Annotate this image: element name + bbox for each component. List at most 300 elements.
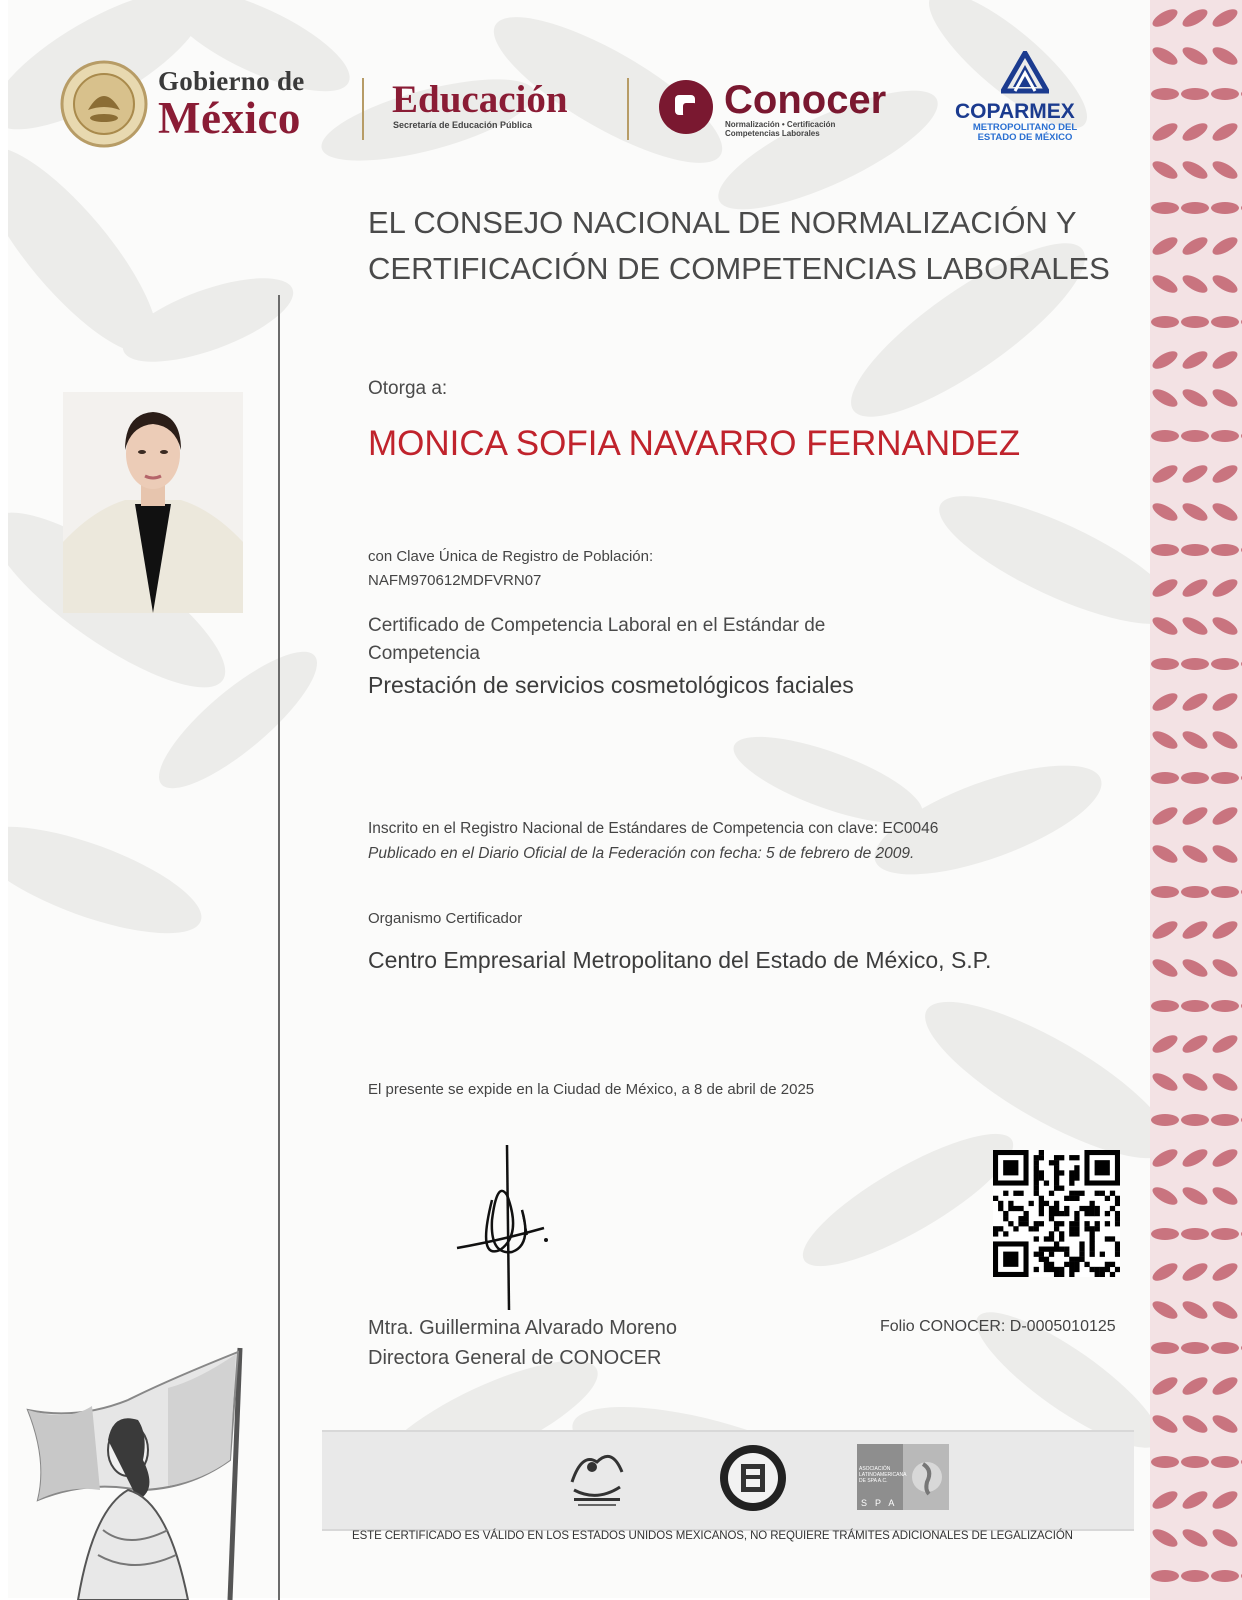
folio-number: Folio CONOCER: D-0005010125 <box>880 1318 1116 1335</box>
band-petal <box>1150 918 1180 942</box>
qr-module <box>1039 1201 1044 1206</box>
curp-value: NAFM970612MDFVRN07 <box>368 572 542 589</box>
qr-module <box>1105 1262 1110 1267</box>
qr-module <box>1049 1206 1054 1211</box>
conocer-title: Conocer <box>724 78 887 122</box>
qr-module <box>1044 1257 1049 1262</box>
qr-module <box>1064 1247 1069 1252</box>
qr-module <box>1059 1186 1064 1191</box>
qr-module <box>1039 1150 1044 1155</box>
band-petal <box>1150 1526 1180 1550</box>
qr-module <box>1069 1221 1074 1226</box>
qr-module <box>1084 1221 1089 1226</box>
qr-module <box>1064 1262 1069 1267</box>
qr-module <box>1095 1267 1100 1272</box>
qr-module <box>1023 1221 1028 1226</box>
qr-module <box>1100 1252 1105 1257</box>
qr-module <box>1034 1180 1039 1185</box>
qr-module <box>1034 1186 1039 1191</box>
qr-module <box>1039 1221 1044 1226</box>
qr-module <box>1079 1247 1084 1252</box>
association-caption: ASOCIACIÓN LATINOAMERICANA DE SPA A.C. <box>859 1466 907 1484</box>
qr-module <box>1084 1226 1089 1231</box>
band-petal <box>1180 462 1210 486</box>
band-petal <box>1180 576 1210 600</box>
band-petal <box>1180 44 1210 68</box>
qr-module <box>1054 1211 1059 1216</box>
band-petal <box>1150 462 1180 486</box>
qr-module <box>1049 1247 1054 1252</box>
qr-module <box>1013 1191 1018 1196</box>
band-petal <box>1181 1456 1209 1468</box>
recipient-name: MONICA SOFIA NAVARRO FERNANDEZ <box>368 424 1021 463</box>
qr-module <box>1105 1221 1110 1226</box>
qr-module <box>1054 1241 1059 1246</box>
qr-module <box>1074 1262 1079 1267</box>
standard-name: Prestación de servicios cosmetológicos faciales <box>368 672 854 698</box>
verification-qr-code[interactable] <box>993 1150 1120 1277</box>
band-petal <box>1181 1000 1209 1012</box>
band-petal <box>1211 886 1239 898</box>
gobierno-line1: Gobierno de <box>158 66 305 96</box>
band-petal <box>1151 430 1179 442</box>
vertical-divider <box>278 295 280 1600</box>
band-petal <box>1150 386 1180 410</box>
coparmex-logo-icon <box>1001 51 1049 95</box>
band-petal <box>1210 690 1240 714</box>
band-petal <box>1150 1184 1180 1208</box>
band-petal <box>1150 1298 1180 1322</box>
qr-module <box>1079 1252 1084 1257</box>
qr-module <box>1105 1196 1110 1201</box>
registry-line: Inscrito en el Registro Nacional de Estándares de Competencia con clave: EC0046 <box>368 820 939 837</box>
band-petal <box>1210 1184 1240 1208</box>
band-petal <box>1181 202 1209 214</box>
band-petal <box>1210 576 1240 600</box>
qr-module <box>1049 1267 1054 1272</box>
recipient-photo <box>63 392 243 613</box>
band-petal <box>1181 88 1209 100</box>
qr-module <box>1023 1216 1028 1221</box>
qr-module <box>1034 1191 1039 1196</box>
conocer-subtitle: Normalización • Certificación Competencias Laborales <box>725 120 836 138</box>
qr-module <box>1074 1170 1079 1175</box>
qr-module <box>1044 1262 1049 1267</box>
qr-module <box>1039 1155 1044 1160</box>
qr-module <box>1115 1196 1120 1201</box>
qr-module <box>1049 1211 1054 1216</box>
band-petal <box>1210 1488 1240 1512</box>
qr-module <box>1044 1267 1049 1272</box>
qr-module <box>1074 1267 1079 1272</box>
signer-name: Mtra. Guillermina Alvarado Moreno <box>368 1317 678 1339</box>
band-petal <box>1151 1456 1179 1468</box>
certifier-label: Organismo Certificador <box>368 910 523 927</box>
legal-validity-note: ESTE CERTIFICADO ES VÁLIDO EN LOS ESTADOS UNIDOS MEXICANOS, NO REQUIERE TRÁMITES ADICIONALES DE LEGALIZACIÓN <box>352 1530 1073 1542</box>
qr-code-icon <box>993 1150 1120 1277</box>
band-petal <box>1210 1374 1240 1398</box>
band-petal <box>1210 6 1240 30</box>
band-petal <box>1210 272 1240 296</box>
qr-module <box>1074 1257 1079 1262</box>
band-petal <box>1181 658 1209 670</box>
qr-module <box>1064 1206 1069 1211</box>
band-petal <box>1210 1032 1240 1056</box>
band-petal <box>1150 804 1180 828</box>
qr-module <box>1095 1221 1100 1226</box>
band-petal <box>1151 316 1179 328</box>
qr-module <box>1049 1231 1054 1236</box>
band-petal <box>1151 658 1179 670</box>
qr-module <box>1090 1236 1095 1241</box>
qr-module <box>1008 1221 1013 1226</box>
qr-module <box>1034 1252 1039 1257</box>
qr-module <box>1023 1211 1028 1216</box>
qr-module <box>1105 1267 1110 1272</box>
band-petal <box>1151 1228 1179 1240</box>
qr-module <box>1003 1231 1008 1236</box>
band-petal <box>1211 1228 1239 1240</box>
qr-module <box>1084 1262 1089 1267</box>
qr-module <box>1105 1236 1110 1241</box>
qr-module <box>1105 1211 1110 1216</box>
band-petal <box>1211 1000 1239 1012</box>
band-petal <box>1180 1070 1210 1094</box>
qr-module <box>1064 1252 1069 1257</box>
qr-module <box>993 1231 998 1236</box>
qr-module <box>1069 1257 1074 1262</box>
association-letters: SPA <box>861 1498 903 1508</box>
qr-module <box>1044 1247 1049 1252</box>
qr-module <box>1059 1231 1064 1236</box>
band-petal <box>1181 772 1209 784</box>
qr-module <box>1008 1206 1013 1211</box>
qr-module <box>1039 1175 1044 1180</box>
qr-module <box>1034 1175 1039 1180</box>
band-petal <box>1210 918 1240 942</box>
qr-module <box>993 1226 998 1231</box>
official-seal-logo-icon <box>717 1442 789 1514</box>
band-petal <box>1180 1032 1210 1056</box>
portrait-image <box>63 392 243 613</box>
qr-module <box>1034 1155 1039 1160</box>
qr-module <box>1074 1231 1079 1236</box>
qr-module <box>998 1206 1003 1211</box>
qr-module <box>1095 1211 1100 1216</box>
band-petal <box>1211 430 1239 442</box>
qr-module <box>1069 1180 1074 1185</box>
band-petal <box>1150 1070 1180 1094</box>
band-petal <box>1181 316 1209 328</box>
qr-module <box>1069 1175 1074 1180</box>
band-petal <box>1210 842 1240 866</box>
qr-module <box>1084 1211 1089 1216</box>
qr-module <box>1059 1236 1064 1241</box>
band-petal <box>1150 348 1180 372</box>
qr-module <box>1059 1247 1064 1252</box>
signature-image <box>452 1140 572 1320</box>
qr-module <box>1115 1221 1120 1226</box>
pattern-swirl <box>8 805 213 955</box>
band-petal <box>1180 956 1210 980</box>
band-petal <box>1210 1298 1240 1322</box>
band-petal <box>1180 614 1210 638</box>
pattern-swirl <box>925 472 1150 647</box>
qr-module <box>1054 1160 1059 1165</box>
band-petal <box>1150 690 1180 714</box>
qr-module <box>1039 1196 1044 1201</box>
band-petal <box>1151 1570 1179 1582</box>
qr-module <box>1003 1191 1008 1196</box>
qr-module <box>1090 1206 1095 1211</box>
qr-module <box>1069 1267 1074 1272</box>
band-petal <box>1210 44 1240 68</box>
qr-module <box>1069 1272 1074 1277</box>
qr-module <box>1034 1160 1039 1165</box>
qr-module <box>1090 1211 1095 1216</box>
band-petal <box>1211 1114 1239 1126</box>
band-petal <box>1211 1570 1239 1582</box>
band-petal <box>1150 44 1180 68</box>
band-petal <box>1150 1032 1180 1056</box>
qr-module <box>1054 1206 1059 1211</box>
qr-module <box>1115 1241 1120 1246</box>
qr-module <box>1049 1216 1054 1221</box>
band-petal <box>1210 500 1240 524</box>
qr-module <box>1074 1221 1079 1226</box>
qr-module <box>1018 1206 1023 1211</box>
qr-module <box>1074 1216 1079 1221</box>
band-petal <box>1180 1298 1210 1322</box>
qr-module <box>1054 1165 1059 1170</box>
qr-module <box>1100 1272 1105 1277</box>
qr-module <box>1003 1216 1008 1221</box>
qr-module <box>1008 1201 1013 1206</box>
band-petal <box>1150 272 1180 296</box>
qr-module <box>1034 1236 1039 1241</box>
qr-module <box>1054 1170 1059 1175</box>
band-petal <box>1181 1228 1209 1240</box>
qr-module <box>1044 1201 1049 1206</box>
floral-pattern <box>1150 0 1242 1600</box>
publication-line: Publicado en el Diario Oficial de la Federación con fecha: 5 de febrero de 2009. <box>368 845 915 862</box>
band-petal <box>1150 1488 1180 1512</box>
qr-module <box>1110 1272 1115 1277</box>
gobierno-line2: México <box>158 93 301 143</box>
band-petal <box>1181 1342 1209 1354</box>
qr-module <box>1054 1201 1059 1206</box>
qr-module <box>1090 1241 1095 1246</box>
qr-module <box>1034 1170 1039 1175</box>
qr-module <box>1059 1211 1064 1216</box>
qr-module <box>1034 1221 1039 1226</box>
institution-line2: CERTIFICACIÓN DE COMPETENCIAS LABORALES <box>368 251 1110 286</box>
band-petal <box>1150 6 1180 30</box>
qr-module <box>1054 1175 1059 1180</box>
conocer-logo-icon <box>657 78 715 136</box>
qr-module <box>1084 1206 1089 1211</box>
band-petal <box>1210 1526 1240 1550</box>
qr-module <box>1069 1155 1074 1160</box>
band-petal <box>1210 728 1240 752</box>
qr-module <box>1069 1196 1074 1201</box>
band-petal <box>1210 614 1240 638</box>
qr-module <box>1054 1221 1059 1226</box>
band-petal <box>1151 772 1179 784</box>
band-petal <box>1180 1412 1210 1436</box>
qr-module <box>1044 1236 1049 1241</box>
qr-module <box>993 1196 998 1201</box>
band-petal <box>1150 614 1180 638</box>
certificate-type <box>368 612 825 668</box>
band-petal <box>1180 6 1210 30</box>
qr-module <box>1049 1191 1054 1196</box>
qr-module <box>1034 1226 1039 1231</box>
grants-label: Otorga a: <box>368 378 448 399</box>
spa-council-logo-icon <box>562 1442 632 1514</box>
qr-module <box>1064 1196 1069 1201</box>
qr-module <box>1074 1165 1079 1170</box>
qr-module <box>1074 1196 1079 1201</box>
band-petal <box>1210 462 1240 486</box>
band-petal <box>1211 1342 1239 1354</box>
band-petal <box>1211 658 1239 670</box>
certifier-name: Centro Empresarial Metropolitano del Estado de México, S.P. <box>368 947 992 973</box>
band-petal <box>1180 728 1210 752</box>
certificate-type-line1: Certificado de Competencia Laboral en el Estándar de <box>368 615 826 636</box>
band-petal <box>1151 88 1179 100</box>
band-petal <box>1211 316 1239 328</box>
band-petal <box>1151 544 1179 556</box>
signer-title: Directora General de CONOCER <box>368 1347 662 1369</box>
band-petal <box>1180 120 1210 144</box>
band-petal <box>1150 234 1180 258</box>
header-divider <box>627 78 629 140</box>
qr-module <box>1100 1267 1105 1272</box>
latin-spa-association-logo <box>857 1444 949 1510</box>
qr-module <box>1110 1262 1115 1267</box>
qr-module <box>1003 1252 1018 1267</box>
decorative-side-band <box>1150 0 1242 1600</box>
qr-module <box>1054 1226 1059 1231</box>
qr-module <box>1115 1216 1120 1221</box>
qr-module <box>1110 1206 1115 1211</box>
band-petal <box>1180 272 1210 296</box>
band-petal <box>1210 1412 1240 1436</box>
coparmex-title: COPARMEX <box>955 100 1075 123</box>
qr-module <box>1018 1221 1023 1226</box>
qr-module <box>1003 1211 1008 1216</box>
qr-module <box>1079 1241 1084 1246</box>
band-petal <box>1210 804 1240 828</box>
qr-module <box>1074 1175 1079 1180</box>
qr-module <box>1059 1221 1064 1226</box>
band-petal <box>1210 120 1240 144</box>
qr-module <box>1079 1191 1084 1196</box>
band-petal <box>1150 1146 1180 1170</box>
band-petal <box>1181 1570 1209 1582</box>
qr-module <box>1100 1191 1105 1196</box>
band-petal <box>1180 158 1210 182</box>
band-petal <box>1180 1146 1210 1170</box>
qr-module <box>1095 1160 1110 1175</box>
qr-module <box>1029 1201 1034 1206</box>
band-petal <box>1180 690 1210 714</box>
qr-module <box>1054 1180 1059 1185</box>
qr-module <box>1090 1252 1095 1257</box>
qr-module <box>1044 1180 1049 1185</box>
band-petal <box>1210 348 1240 372</box>
curp-label: con Clave Única de Registro de Población: <box>368 548 654 565</box>
band-petal <box>1210 1146 1240 1170</box>
qr-module <box>1018 1191 1023 1196</box>
band-petal <box>1210 386 1240 410</box>
qr-module <box>1059 1272 1064 1277</box>
qr-module <box>1115 1252 1120 1257</box>
educacion-subtitle: Secretaría de Educación Pública <box>393 120 533 130</box>
qr-module <box>1013 1226 1018 1231</box>
institution-line1: EL CONSEJO NACIONAL DE NORMALIZACIÓN Y <box>368 205 1077 240</box>
qr-module <box>1069 1226 1074 1231</box>
issue-line: El presente se expide en la Ciudad de México, a 8 de abril de 2025 <box>368 1081 815 1098</box>
qr-module <box>1074 1155 1079 1160</box>
band-petal <box>1180 842 1210 866</box>
band-petal <box>1180 804 1210 828</box>
band-petal <box>1150 158 1180 182</box>
band-petal <box>1210 234 1240 258</box>
gobierno-logo <box>58 58 358 148</box>
qr-module <box>1079 1257 1084 1262</box>
band-petal <box>1180 918 1210 942</box>
band-petal <box>1151 202 1179 214</box>
qr-module <box>1090 1247 1095 1252</box>
qr-module <box>1064 1211 1069 1216</box>
qr-module <box>1095 1272 1100 1277</box>
qr-module <box>1069 1191 1074 1196</box>
band-petal <box>1150 1412 1180 1436</box>
band-petal <box>1210 1070 1240 1094</box>
qr-module <box>1074 1226 1079 1231</box>
qr-module <box>1034 1165 1039 1170</box>
band-petal <box>1180 1260 1210 1284</box>
band-petal <box>1181 544 1209 556</box>
qr-module <box>1115 1267 1120 1272</box>
band-petal <box>1151 886 1179 898</box>
qr-module <box>1039 1206 1044 1211</box>
band-petal <box>1150 956 1180 980</box>
band-petal <box>1180 500 1210 524</box>
partner-logos-strip <box>322 1430 1134 1531</box>
qr-module <box>1003 1160 1018 1175</box>
qr-module <box>1054 1247 1059 1252</box>
band-petal <box>1181 886 1209 898</box>
qr-module <box>1049 1262 1054 1267</box>
header-divider <box>362 78 364 140</box>
qr-module <box>1039 1257 1044 1262</box>
qr-module <box>1059 1267 1064 1272</box>
band-petal <box>1150 728 1180 752</box>
qr-module <box>1095 1191 1100 1196</box>
band-petal <box>1181 430 1209 442</box>
qr-module <box>1018 1216 1023 1221</box>
band-petal <box>1211 202 1239 214</box>
qr-module <box>1049 1236 1054 1241</box>
band-petal <box>1210 1260 1240 1284</box>
band-petal <box>1150 500 1180 524</box>
globe-icon <box>911 1456 943 1498</box>
band-petal <box>1180 1184 1210 1208</box>
band-petal <box>1180 234 1210 258</box>
